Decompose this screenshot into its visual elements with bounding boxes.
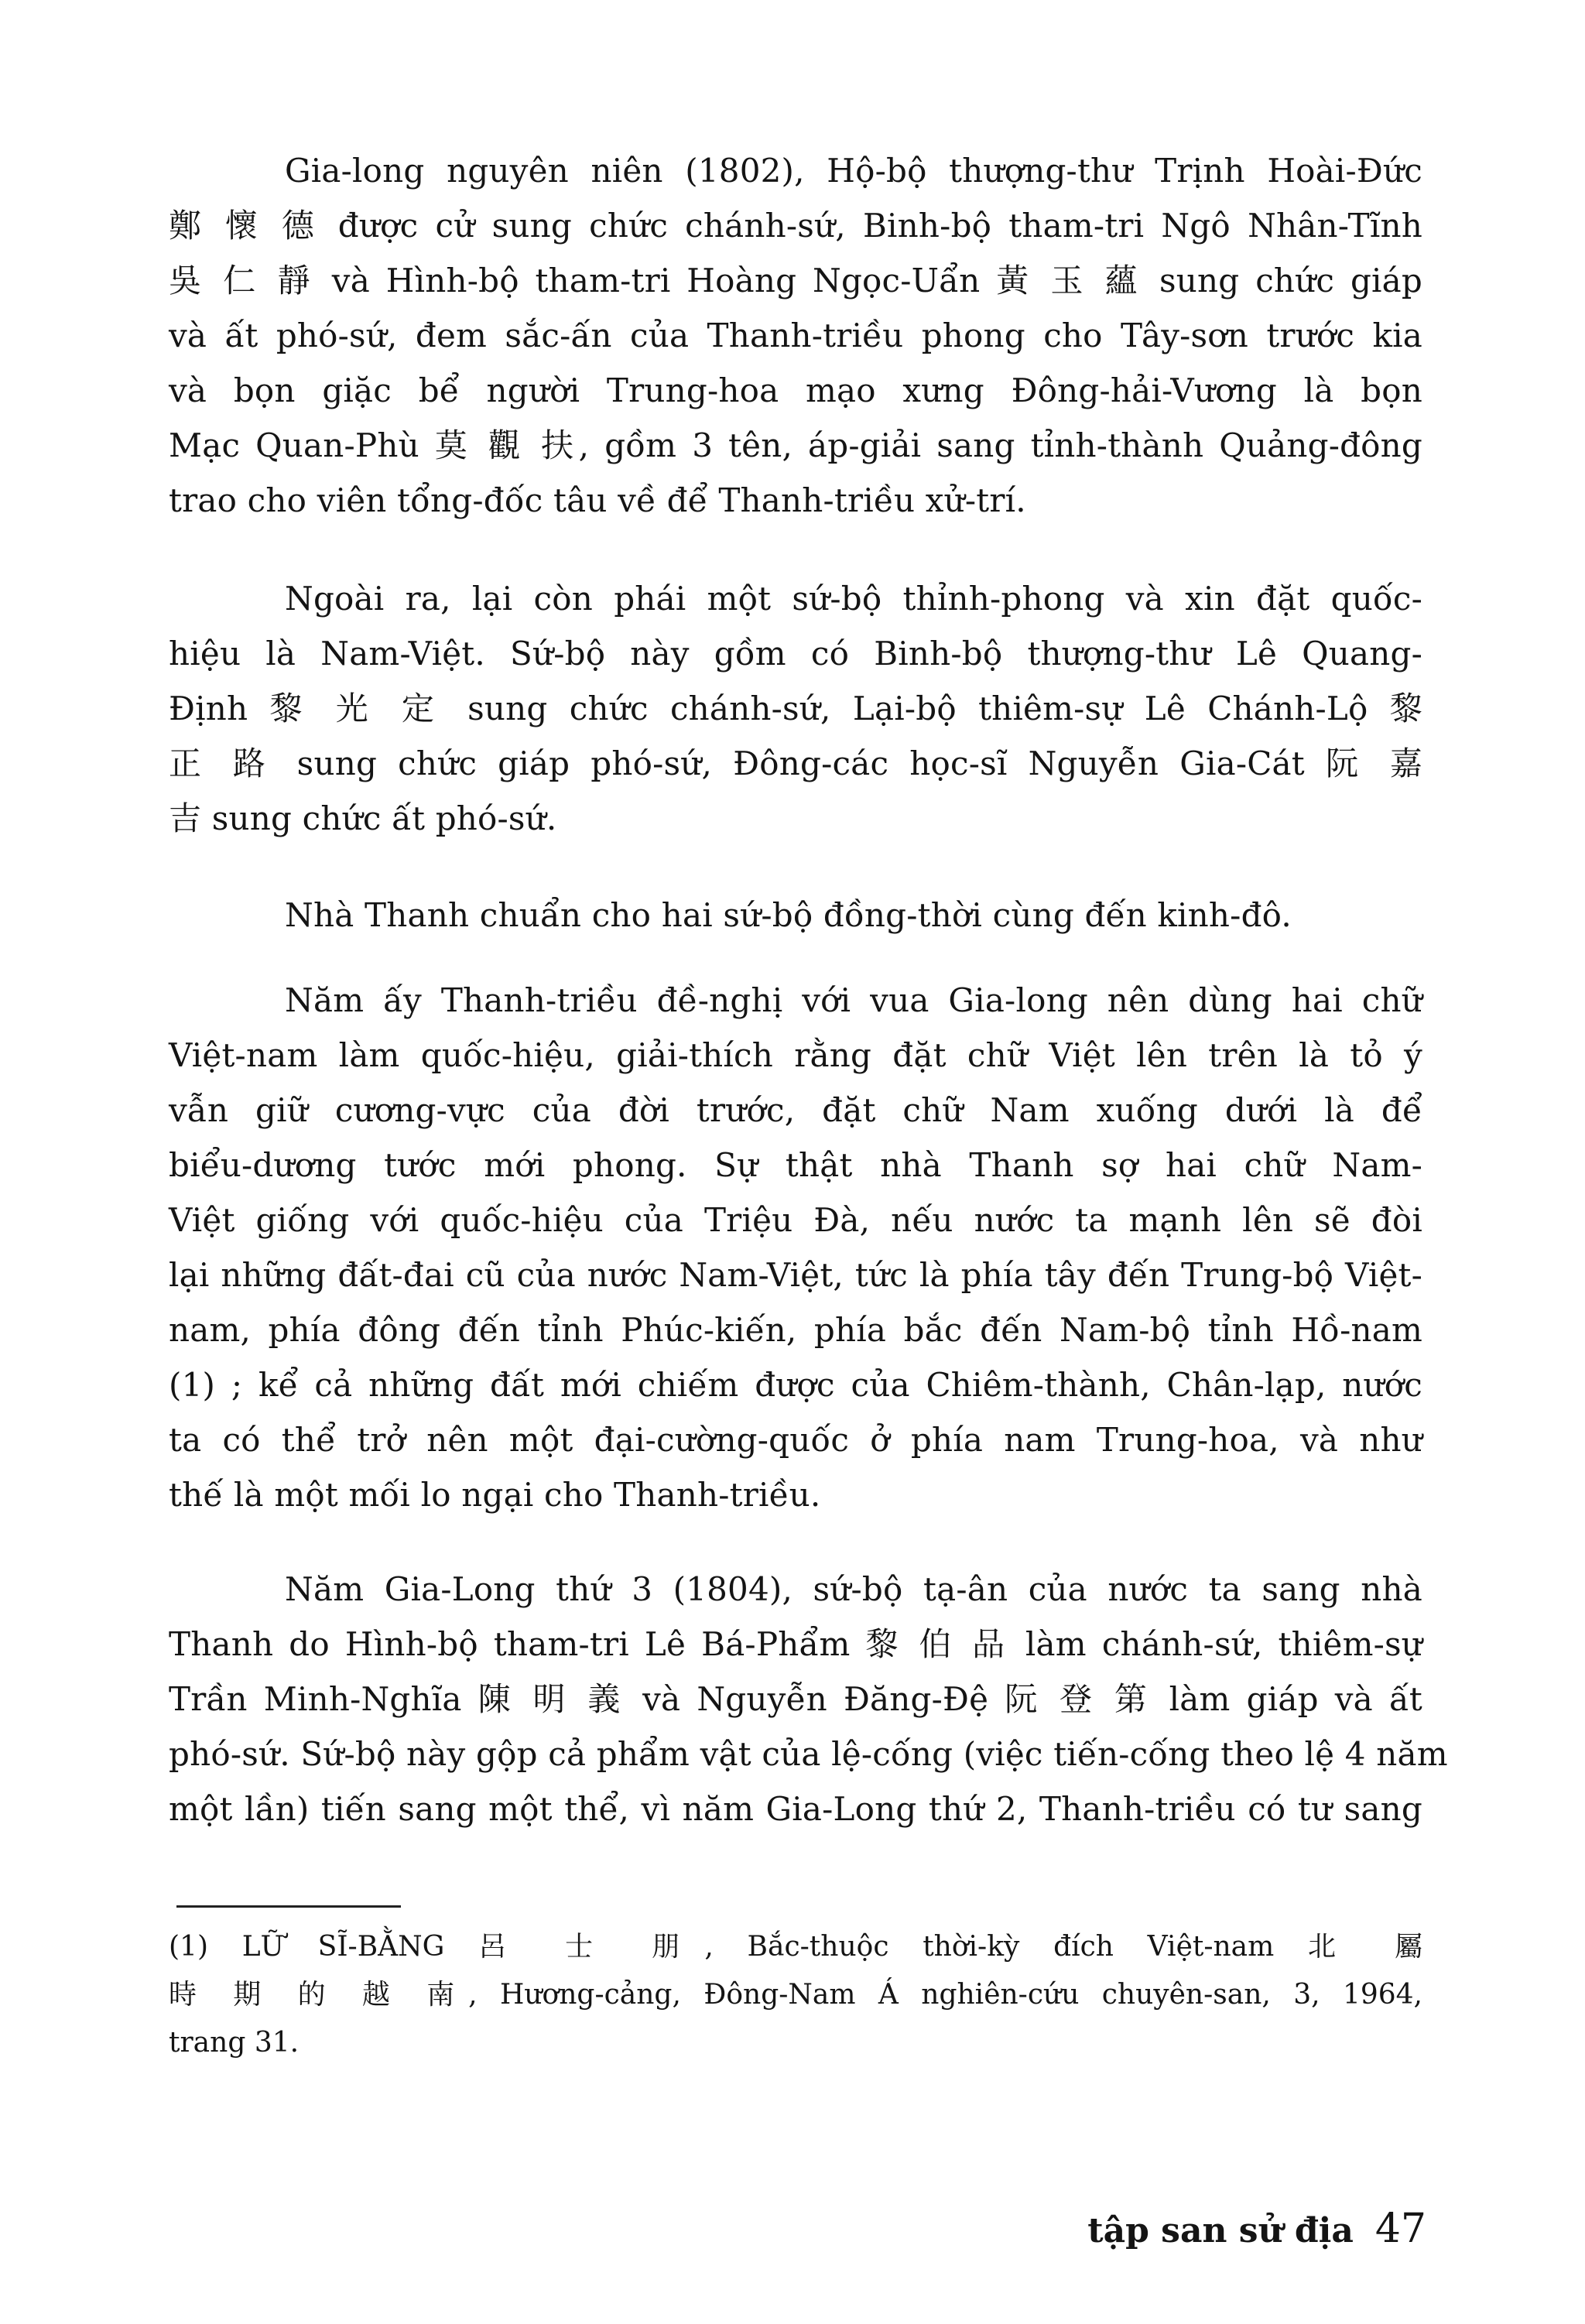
text-line: Việt giống với quốc-hiệu của Triệu Đà, nếu nước ta mạnh lên sẽ đòi bbox=[169, 1201, 1422, 1239]
paragraph-3 bbox=[169, 888, 1422, 943]
text-line: trao cho viên tổng-đốc tâu về để Thanh-triều xử-trí. bbox=[169, 481, 1026, 519]
footnote-line: (1) LỮ SĨ-BẰNG 呂 士 朋, Bắc-thuộc thời-kỳ đích Việt-nam 北 屬 bbox=[169, 1931, 1422, 1963]
text-line: một lần) tiến sang một thể, vì năm Gia-Long thứ 2, Thanh-triều có tư sang bbox=[169, 1790, 1422, 1828]
text-line: 鄭 懷 德 được cử sung chức chánh-sứ, Binh-bộ tham-tri Ngô Nhân-Tĩnh bbox=[169, 207, 1422, 245]
text-line: và ất phó-sứ, đem sắc-ấn của Thanh-triều phong cho Tây-sơn trước kia bbox=[169, 317, 1422, 354]
text-line: 吳 仁 靜 và Hình-bộ tham-tri Hoàng Ngọc-Uẩn 黃 玉 蘊 sung chức giáp bbox=[169, 262, 1422, 299]
text-line: ta có thể trở nên một đại-cường-quốc ở phía nam Trung-hoa, và như bbox=[169, 1421, 1422, 1459]
text-line: Thanh do Hình-bộ tham-tri Lê Bá-Phẩm 黎 伯 品 làm chánh-sứ, thiêm-sự bbox=[169, 1625, 1422, 1663]
text-line: và bọn giặc bể người Trung-hoa mạo xưng Đông-hải-Vương là bọn bbox=[169, 371, 1422, 409]
footnote-line: trang 31. bbox=[169, 2027, 300, 2059]
paragraph-1 bbox=[169, 143, 1422, 528]
text-line: Năm Gia-Long thứ 3 (1804), sứ-bộ tạ-ân của nước ta sang nhà bbox=[285, 1570, 1422, 1608]
page-footer bbox=[1087, 2206, 1426, 2252]
text-line: vẫn giữ cương-vực của đời trước, đặt chữ Nam xuống dưới là để bbox=[169, 1091, 1422, 1129]
text-line: Trần Minh-Nghĩa 陳 明 義 và Nguyễn Đăng-Đệ 阮 登 第 làm giáp và ất bbox=[169, 1680, 1422, 1718]
text-line: (1) ; kể cả những đất mới chiếm được của Chiêm-thành, Chân-lạp, nước bbox=[169, 1366, 1422, 1404]
text-line: Gia-long nguyên niên (1802), Hộ-bộ thượng-thư Trịnh Hoài-Đức bbox=[285, 152, 1422, 190]
page-number: 47 bbox=[1374, 2206, 1426, 2252]
text-line: nam, phía đông đến tỉnh Phúc-kiến, phía bắc đến Nam-bộ tỉnh Hồ-nam bbox=[169, 1311, 1422, 1349]
paragraph-4 bbox=[169, 973, 1422, 1522]
text-line: hiệu là Nam-Việt. Sứ-bộ này gồm có Binh-bộ thượng-thư Lê Quang- bbox=[169, 635, 1422, 673]
text-line: 吉 sung chức ất phó-sứ. bbox=[169, 799, 557, 837]
paragraph-2 bbox=[169, 571, 1422, 846]
text-line: phó-sứ. Sứ-bộ này gộp cả phẩm vật của lệ-cống (việc tiến-cống theo lệ 4 năm bbox=[169, 1735, 1448, 1773]
footnote bbox=[169, 1923, 1422, 2067]
text-line: Mạc Quan-Phù 莫 觀 扶, gồm 3 tên, áp-giải sang tỉnh-thành Quảng-đông bbox=[169, 426, 1422, 464]
text-line: Năm ấy Thanh-triều đề-nghị với vua Gia-long nên dùng hai chữ bbox=[285, 981, 1422, 1019]
text-line: biểu-dương tước mới phong. Sự thật nhà Thanh sợ hai chữ Nam- bbox=[169, 1146, 1422, 1184]
text-line: Nhà Thanh chuẩn cho hai sứ-bộ đồng-thời cùng đến kinh-đô. bbox=[285, 896, 1292, 934]
paragraph-5 bbox=[169, 1562, 1448, 1836]
text-line: 正 路 sung chức giáp phó-sứ, Đông-các học-sĩ Nguyễn Gia-Cát 阮 嘉 bbox=[169, 744, 1422, 782]
footnote-divider bbox=[176, 1905, 401, 1908]
text-line: thế là một mối lo ngại cho Thanh-triều. bbox=[169, 1476, 821, 1514]
text-line: Định 黎 光 定 sung chức chánh-sứ, Lại-bộ thiêm-sự Lê Chánh-Lộ 黎 bbox=[169, 690, 1422, 727]
text-line: Ngoài ra, lại còn phái một sứ-bộ thỉnh-phong và xin đặt quốc- bbox=[285, 580, 1422, 618]
text-line: lại những đất-đai cũ của nước Nam-Việt, tức là phía tây đến Trung-bộ Việt- bbox=[169, 1256, 1422, 1294]
footnote-line: 時 期 的 越 南, Hương-cảng, Đông-Nam Á nghiên-cứu chuyên-san, 3, 1964, bbox=[169, 1979, 1422, 2011]
journal-name: tập san sử địa bbox=[1087, 2211, 1354, 2250]
text-line: Việt-nam làm quốc-hiệu, giải-thích rằng đặt chữ Việt lên trên là tỏ ý bbox=[169, 1036, 1422, 1074]
